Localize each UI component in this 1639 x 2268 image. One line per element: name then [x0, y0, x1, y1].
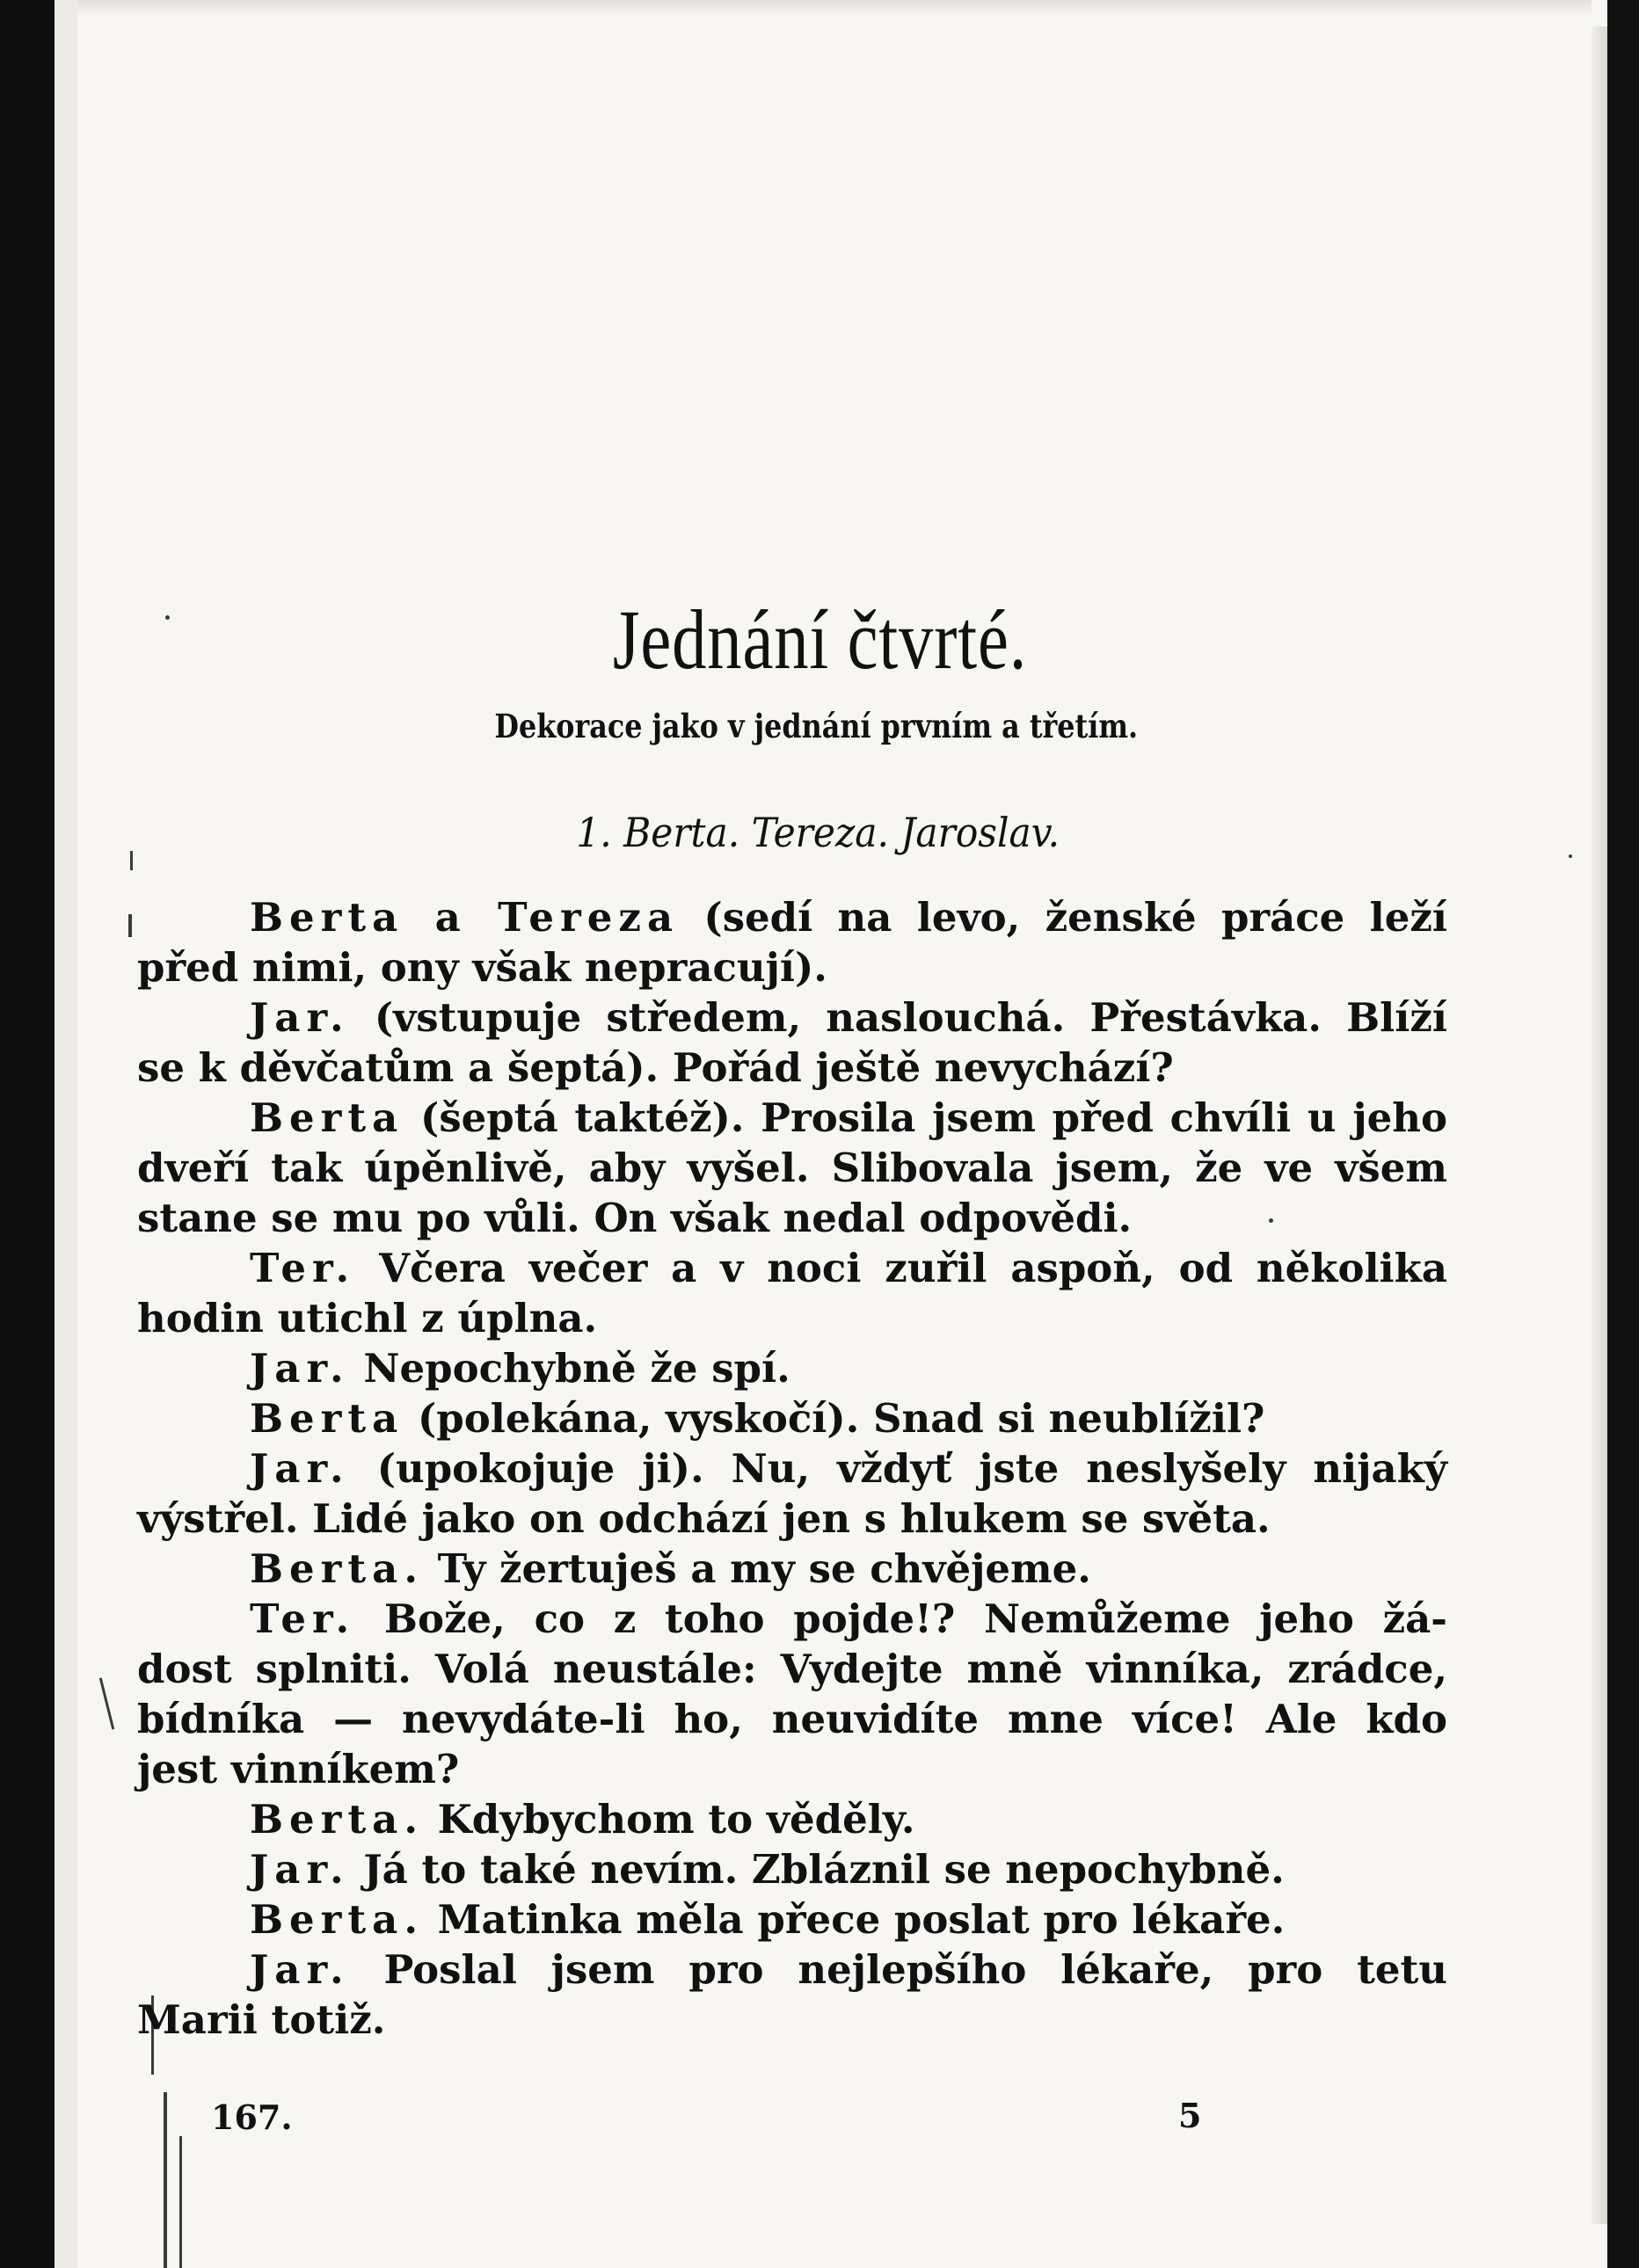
line-text: Ty žertuješ a my se chvějeme.: [423, 1545, 1091, 1592]
text-line: [137, 1794, 1447, 1844]
text-line: [137, 1393, 1447, 1443]
text-line: [137, 1995, 1447, 2045]
right-edge-shadow: [1607, 0, 1639, 2268]
binding-shadow: [0, 0, 55, 2268]
line-text: před nimi, ony však nepracují).: [137, 944, 827, 991]
text-line: [137, 1343, 1447, 1393]
page-number: 5: [1178, 2096, 1202, 2135]
text-line: [137, 1494, 1447, 1544]
text-line: [137, 942, 1447, 992]
speaker-name: Berta a Tereza: [250, 894, 680, 941]
line-text: se k děvčatům a šeptá). Pořád ještě nevychází?: [137, 1044, 1174, 1091]
line-text: Marii totiž.: [137, 1996, 386, 2043]
text-line: [137, 1744, 1447, 1794]
speaker-name: Berta.: [250, 1545, 424, 1592]
text-line: [137, 1193, 1447, 1243]
text-line: [137, 1093, 1447, 1143]
text-line: [137, 1594, 1447, 1644]
text-line: [137, 992, 1447, 1043]
dialogue-text: [137, 892, 1447, 2045]
line-text: Bože, co z toho pojde!? Nemůžeme jeho žá-: [355, 1596, 1447, 1642]
line-text: (upokojuje ji). Nu, vždyť jste neslyšely nijaký: [349, 1445, 1447, 1492]
act-title: Jednání čtvrté.: [612, 592, 1028, 687]
text-line: [137, 1844, 1447, 1894]
speaker-name: Ter.: [250, 1245, 356, 1291]
speaker-name: Berta: [250, 1395, 404, 1442]
line-text: Nepochybně že spí.: [349, 1345, 790, 1392]
text-line: [137, 1043, 1447, 1093]
line-text: (polekána, vyskočí). Snad si neublížil?: [404, 1395, 1265, 1442]
line-text: výstřel. Lidé jako on odchází jen s hlukem se světa.: [137, 1495, 1271, 1542]
text-line: [137, 1894, 1447, 1945]
text-line: [137, 1544, 1447, 1594]
speaker-name: Jar.: [250, 1345, 350, 1392]
text-line: [137, 892, 1447, 942]
line-text: Včera večer a v noci zuřil aspoň, od několika: [355, 1245, 1447, 1291]
scan-speck: [99, 1678, 114, 1730]
line-text: stane se mu po vůli. On však nedal odpovědi.: [137, 1195, 1133, 1241]
line-text: bídníka — nevydáte-li ho, neuvidíte mne více! Ale kdo: [137, 1696, 1447, 1742]
speaker-name: Jar.: [250, 1946, 350, 1993]
scan-speck: [164, 2092, 167, 2268]
text-line: [137, 1243, 1447, 1293]
line-text: (šeptá taktéž). Prosila jsem před chvíli u jeho: [404, 1094, 1447, 1141]
printer-signature-mark: 167.: [211, 2097, 293, 2137]
speaker-name: Jar.: [250, 994, 350, 1041]
line-text: Kdybychom to věděly.: [423, 1796, 915, 1843]
top-edge-shadow: [77, 0, 1592, 16]
text-line: [137, 1143, 1447, 1193]
speaker-name: Jar.: [250, 1846, 350, 1893]
speaker-name: Berta: [250, 1094, 404, 1141]
line-text: jest vinníkem?: [137, 1746, 460, 1792]
stage-setting: Dekorace jako v jednání prvním a třetím.: [494, 707, 1139, 745]
text-line: [137, 1644, 1447, 1694]
binding-gutter: [55, 0, 77, 2268]
scan-speck: [128, 914, 132, 937]
text-line: [137, 1293, 1447, 1343]
scene-heading: 1. Berta. Tereza. Jaroslav.: [576, 809, 1060, 856]
scan-speck: [179, 2136, 182, 2268]
line-text: hodin utichl z úplna.: [137, 1295, 598, 1341]
line-text: dost splniti. Volá neustále: Vydejte mně vinníka, zrádce,: [137, 1646, 1447, 1692]
line-text: Poslal jsem pro nejlepšího lékaře, pro tetu: [349, 1946, 1447, 1993]
line-text: (sedí na levo, ženské práce leží: [679, 894, 1448, 941]
text-line: [137, 1694, 1447, 1744]
page-edge-shading: [1592, 26, 1607, 2224]
line-text: (vstupuje středem, naslouchá. Přestávka. Blíží: [349, 994, 1447, 1041]
text-line: [137, 1945, 1447, 1995]
speaker-name: Berta.: [250, 1896, 424, 1943]
line-text: dveří tak úpěnlivě, aby vyšel. Slibovala jsem, že ve všem: [137, 1145, 1447, 1191]
speaker-name: Jar.: [250, 1445, 350, 1492]
line-text: Já to také nevím. Zbláznil se nepochybně.: [349, 1846, 1285, 1893]
speaker-name: Ter.: [250, 1596, 356, 1642]
text-line: [137, 1443, 1447, 1494]
line-text: Matinka měla přece poslat pro lékaře.: [423, 1896, 1286, 1943]
speaker-name: Berta.: [250, 1796, 424, 1843]
